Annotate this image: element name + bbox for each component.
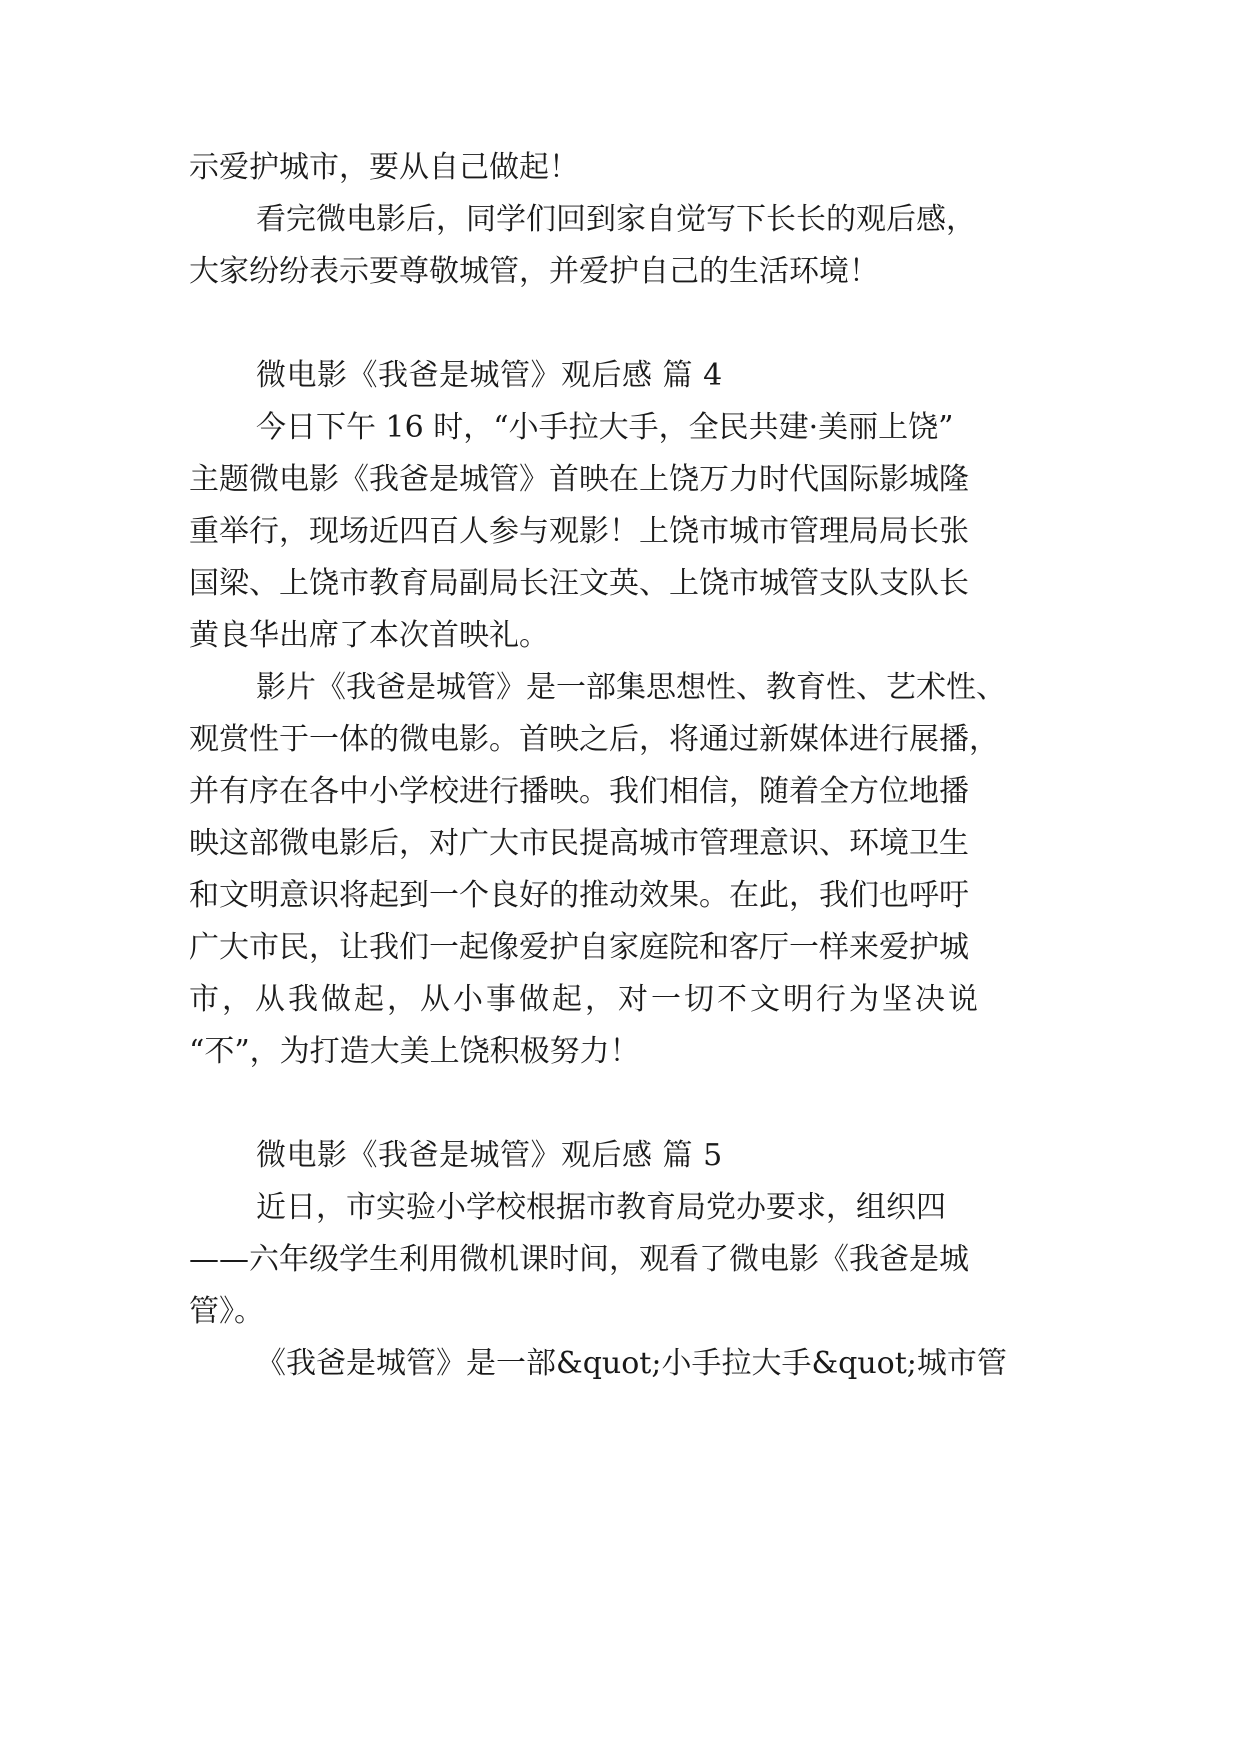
- paragraph-line: 今日下午 16 时，“小手拉大手，全民共建·美丽上饶”: [256, 410, 954, 445]
- paragraph-line: 管》。: [189, 1294, 264, 1329]
- paragraph-line: 近日，市实验小学校根据市教育局党办要求，组织四: [256, 1190, 946, 1225]
- paragraph-line: 黄良华出席了本次首映礼。: [189, 618, 549, 653]
- paragraph-line: 映这部微电影后，对广大市民提高城市管理意识、环境卫生: [189, 826, 969, 861]
- section-heading: 微电影《我爸是城管》观后感 篇 5: [256, 1138, 723, 1173]
- paragraph-line: 大家纷纷表示要尊敬城管，并爱护自己的生活环境！: [189, 254, 879, 289]
- section-heading: 微电影《我爸是城管》观后感 篇 4: [256, 358, 723, 393]
- paragraph-line: 并有序在各中小学校进行播映。我们相信，随着全方位地播: [189, 774, 969, 809]
- paragraph-line: 主题微电影《我爸是城管》首映在上饶万力时代国际影城隆: [189, 462, 969, 497]
- paragraph-line: 看完微电影后，同学们回到家自觉写下长长的观后感，: [256, 202, 976, 237]
- paragraph-line: 市，从我做起，从小事做起，对一切不文明行为坚决说: [189, 982, 981, 1017]
- paragraph-line: ——六年级学生利用微机课时间，观看了微电影《我爸是城: [189, 1242, 969, 1277]
- paragraph-line: 广大市民，让我们一起像爱护自家庭院和客厅一样来爱护城: [189, 930, 969, 965]
- paragraph-line: 重举行，现场近四百人参与观影！上饶市城市管理局局长张: [189, 514, 969, 549]
- paragraph-line: “不”，为打造大美上饶积极努力！: [189, 1034, 640, 1069]
- paragraph-line: 和文明意识将起到一个良好的推动效果。在此，我们也呼吁: [189, 878, 969, 913]
- paragraph-line: 示爱护城市，要从自己做起！: [189, 150, 579, 185]
- paragraph-line: 影片《我爸是城管》是一部集思想性、教育性、艺术性、: [256, 670, 1006, 705]
- paragraph-line: 国梁、上饶市教育局副局长汪文英、上饶市城管支队支队长: [189, 566, 969, 601]
- paragraph-line: 观赏性于一体的微电影。首映之后，将通过新媒体进行展播，: [189, 722, 999, 757]
- paragraph-line: 《我爸是城管》是一部&quot;小手拉大手&quot;城市管: [256, 1346, 1007, 1381]
